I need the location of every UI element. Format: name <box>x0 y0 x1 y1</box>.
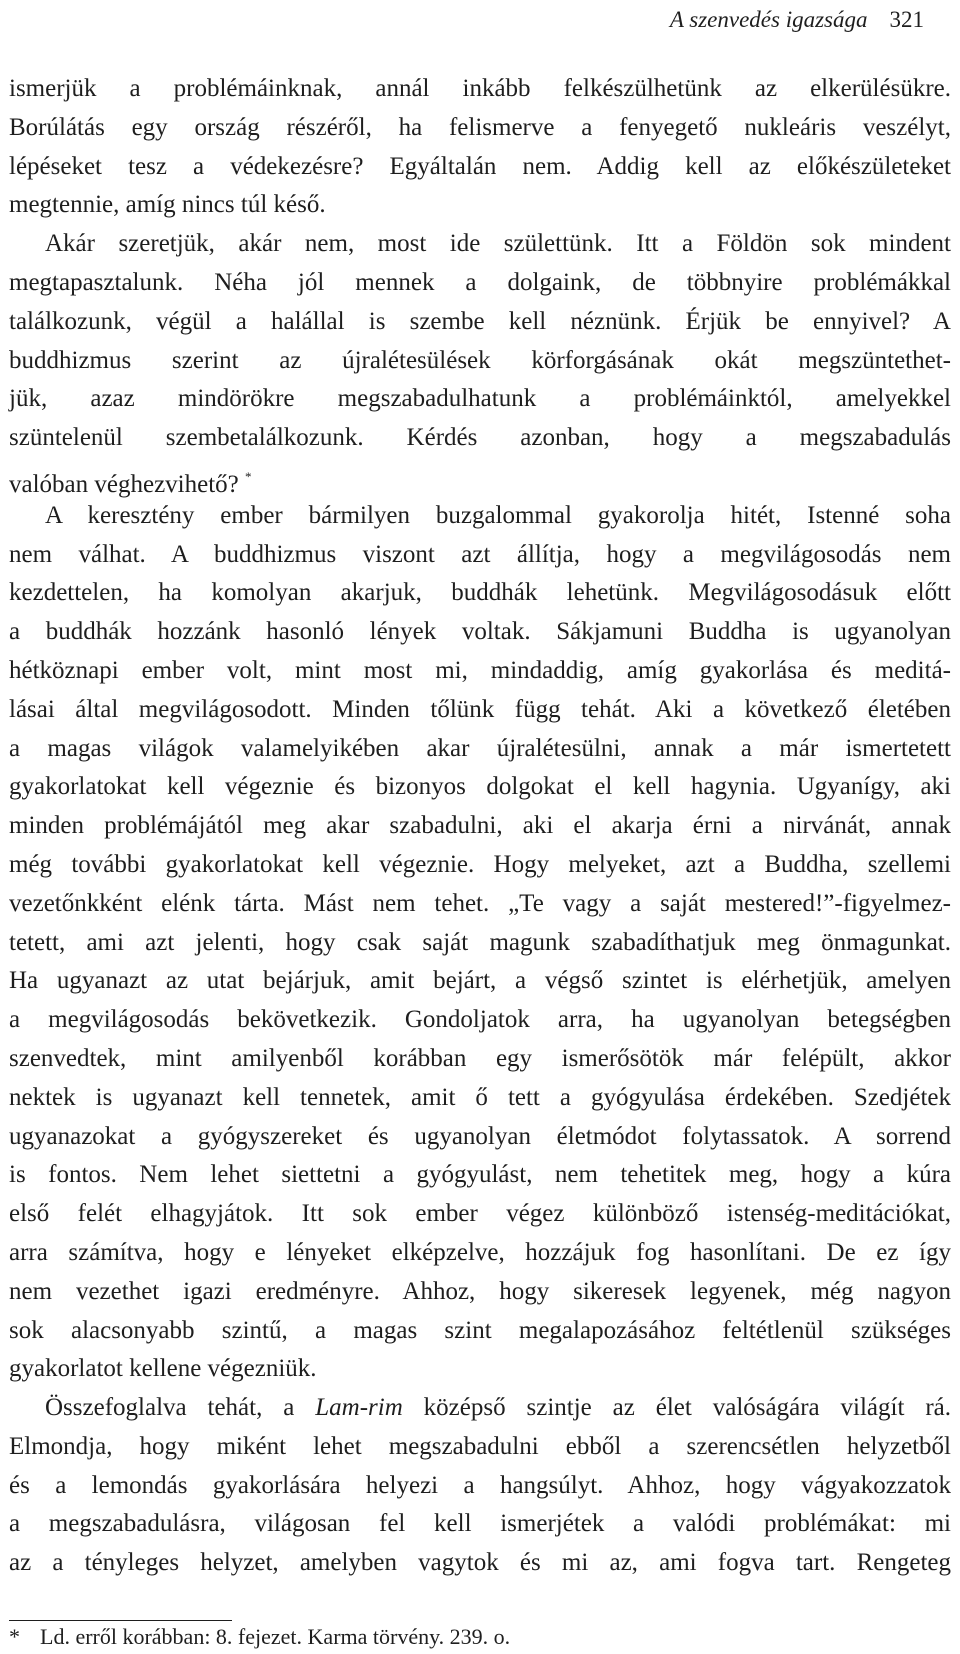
text-line: jük, azaz mindörökre megszabadulhatunk a problémáinktól, amelyekkel <box>9 385 951 413</box>
text-line: Elmondja, hogy miként lehet megszabadulni ebből a szerencsétlen helyzetből <box>9 1432 951 1460</box>
text-line: nem vezethet igazi eredményre. Ahhoz, hogy sikeresek legyenek, még nagyon <box>9 1277 951 1305</box>
text-line: ismerjük a problémáinknak, annál inkább felkészülhetünk az elkerülésükre. <box>9 75 951 102</box>
footnote-mark: * <box>9 1624 20 1649</box>
text-line: megtapasztalunk. Néha jól mennek a dolgaink, de többnyire problémákkal <box>9 268 951 296</box>
text-line: Borúlátás egy ország részéről, ha felismerve a fenyegető nukleáris veszélyt, <box>9 113 951 141</box>
text-line: kezdettelen, ha komolyan akarjuk, buddhák lehetünk. Megvilágosodásuk előtt <box>9 579 951 607</box>
running-header <box>670 0 924 40</box>
text-line: is fontos. Nem lehet siettetni a gyógyulást, nem tehetitek meg, hogy a kúra <box>9 1161 951 1189</box>
text-line: Ha ugyanazt az utat bejárjuk, amit bejárt, a végső szintet is elérhetjük, amelyen <box>9 967 951 995</box>
text-line: még további gyakorlatokat kell végeznie. Hogy melyeket, azt a Buddha, szellemi <box>9 850 951 878</box>
text-line: lépéseket tesz a védekezésre? Egyáltalán nem. Addig kell az előkészületeket <box>9 152 951 180</box>
text-span: Összefoglalva tehát, a <box>45 1394 316 1422</box>
text-line: szenvedtek, mint amilyenből korábban egy ismerősötök már felépült, akkor <box>9 1044 951 1072</box>
text-line: arra számítva, hogy e lényeket elképzelve, hozzájuk fog hasonlítani. De ez így <box>9 1238 951 1266</box>
text-line <box>9 458 951 497</box>
text-line: lásai által megvilágosodott. Minden tőlünk függ tehát. Aki a következő életében <box>9 695 951 723</box>
footnote <box>9 1620 510 1654</box>
text-line: gyakorlatot kellene végezniük. <box>9 1355 317 1383</box>
text-line: megtennie, amíg nincs túl késő. <box>9 191 326 219</box>
text-line: szüntelenül szembetalálkozunk. Kérdés azonban, hogy a megszabadulás <box>9 424 951 452</box>
text-line: minden problémájától meg akar szabadulni, aki el akarja érni a nirvánát, annak <box>9 812 951 840</box>
footnote-text: Ld. erről korábban: 8. fejezet. Karma törvény. 239. o. <box>40 1624 511 1649</box>
text-line: az a tényleges helyzet, amelyben vagytok és mi az, ami fogva tart. Rengeteg <box>9 1549 951 1577</box>
text-line: buddhizmus szerint az újralétesülések körforgásának okát megszüntethet- <box>9 346 951 374</box>
text-line: Akár szeretjük, akár nem, most ide születtünk. Itt a Földön sok mindent <box>45 230 951 258</box>
text-line: találkozunk, végül a halállal is szembe kell néznünk. Érjük be ennyivel? A <box>9 307 951 335</box>
text-line: A keresztény ember bármilyen buzgalommal gyakorolja hitét, Istenné soha <box>45 501 951 529</box>
text-line: és a lemondás gyakorlására helyezi a hangsúlyt. Ahhoz, hogy vágyakozzatok <box>9 1471 951 1499</box>
text-line: sok alacsonyabb szintű, a magas szint megalapozásához feltétlenül szükséges <box>9 1316 951 1344</box>
page-number: 321 <box>889 7 924 32</box>
text-line: a megszabadulásra, világosan fel kell ismerjétek a valódi problémákat: mi <box>9 1510 951 1538</box>
text-line: tetett, ami azt jelenti, hogy csak saját magunk szabadíthatjuk meg önmagunkat. <box>9 928 951 956</box>
footnote-reference: * <box>245 468 252 484</box>
text-line: a magas világok valamelyikében akar újralétesülni, annak a már ismertetett <box>9 734 951 762</box>
text-line: a megvilágosodás bekövetkezik. Gondoljatok arra, ha ugyanolyan betegségben <box>9 1006 951 1034</box>
text-span: valóban véghezvihető? <box>9 470 239 498</box>
text-span: középső szintje az élet valóságára világít rá. <box>402 1394 951 1422</box>
body-text <box>9 70 951 1583</box>
text-line: nem válhat. A buddhizmus viszont azt állítja, hogy a megvilágosodás nem <box>9 540 951 568</box>
running-title: A szenvedés igazsága <box>669 7 868 32</box>
text-line: vezetőnkként elénk tárta. Mást nem tehet. „Te vagy a saját mestered!”-figyelmez- <box>9 889 951 917</box>
text-line: nektek is ugyanazt kell tennetek, amit ő tett a gyógyulása érdekében. Szedjétek <box>9 1083 951 1111</box>
text-line: a buddhák hozzánk hasonló lények voltak. Sákjamuni Buddha is ugyanolyan <box>9 618 951 646</box>
text-line: első felét elhagyjátok. Itt sok ember végez különböző istenség-meditációkat, <box>9 1200 951 1228</box>
text-line <box>9 1389 951 1428</box>
italic-term: Lam-rim <box>315 1394 403 1422</box>
text-line: hétköznapi ember volt, mint most mi, mindaddig, amíg gyakorlása és meditá- <box>9 656 951 684</box>
text-line: ugyanazokat a gyógyszereket és ugyanolyan életmódot folytassatok. A sorrend <box>9 1122 951 1150</box>
text-line: gyakorlatokat kell végeznie és bizonyos dolgokat el kell hagynia. Ugyanígy, aki <box>9 773 951 801</box>
